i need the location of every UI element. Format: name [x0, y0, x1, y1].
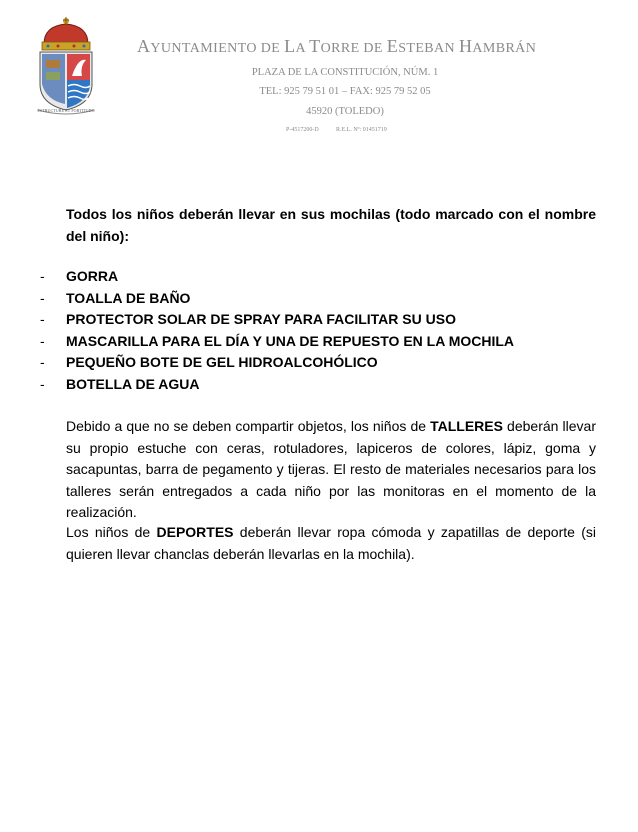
letterhead-phone-fax: TEL: 925 79 51 01 – FAX: 925 79 52 05 [259, 86, 431, 97]
list-item-text: MASCARILLA PARA EL DÍA Y UNA DE REPUESTO EN LA MOCHILA [66, 332, 515, 349]
list-item [40, 352, 600, 374]
deportes-text-before: Los niños de [66, 524, 157, 540]
deportes-keyword: DEPORTES [156, 524, 234, 540]
list-item [40, 266, 600, 288]
intro-paragraph: Todos los niños deberán llevar en sus mochilas (todo marcado con el nombre del niño): [66, 206, 596, 244]
title-part: STEBAN [398, 41, 459, 56]
list-item [40, 309, 600, 331]
deportes-paragraph [66, 522, 596, 565]
title-part: AMBRÁN [472, 41, 537, 56]
list-item-text: PROTECTOR SOLAR DE SPRAY PARA FACILITAR SU USO [66, 311, 456, 328]
title-initial: E [386, 36, 399, 56]
crest-motto: ESTRUCTURE ET FORTITUDO [37, 108, 95, 113]
talleres-text-after: deberán llevar su propio estuche con ceras, rotuladores, lapiceros de colores, lápiz, goma y sacapuntas, barra de pegamento y tijeras. El resto de materiales necesarios para los talleres serán entregados a cada niño por las monitoras en el momento de la realización. [66, 418, 596, 521]
talleres-text-before: Debido a que no se deben compartir objetos, los niños de [66, 418, 431, 434]
list-bullet: - [40, 354, 45, 371]
letterhead-nif: P-4517200-D [286, 127, 319, 133]
title-initial: L [284, 36, 296, 56]
list-bullet: - [40, 375, 45, 392]
letterhead-title [137, 36, 557, 57]
talleres-paragraph [66, 416, 596, 524]
list-item-text: GORRA [66, 268, 119, 284]
letterhead-rel: R.E.L. Nº: 01451719 [336, 127, 387, 133]
title-part: ORRE DE [320, 41, 387, 56]
supplies-list [40, 266, 600, 396]
title-initial: T [309, 36, 321, 56]
title-initial: H [458, 36, 473, 56]
list-item-text: PEQUEÑO BOTE DE GEL HIDROALCOHÓLICO [66, 354, 378, 371]
title-part: YUNTAMIENTO DE [150, 41, 285, 56]
title-initial: A [137, 36, 151, 56]
list-item-text: BOTELLA DE AGUA [66, 375, 200, 392]
letterhead-address: PLAZA DE LA CONSTITUCIÓN, NÚM. 1 [251, 67, 439, 78]
title-part: A [295, 41, 310, 56]
list-bullet: - [40, 332, 45, 349]
list-item [40, 374, 600, 396]
talleres-keyword: TALLERES [430, 418, 503, 434]
coat-of-arms-logo [30, 14, 102, 122]
list-bullet: - [40, 311, 45, 328]
list-item-text: TOALLA DE BAÑO [66, 289, 191, 306]
deportes-text-after: deberán llevar ropa cómoda y zapatillas de deporte (si quieren llevar chanclas deberán llevarlas en la mochila). [66, 524, 596, 562]
list-bullet: - [40, 268, 45, 284]
list-item [40, 331, 600, 353]
letterhead-postal-code: 45920 (TOLEDO) [306, 106, 384, 117]
list-item [40, 288, 600, 310]
list-bullet: - [40, 289, 45, 306]
